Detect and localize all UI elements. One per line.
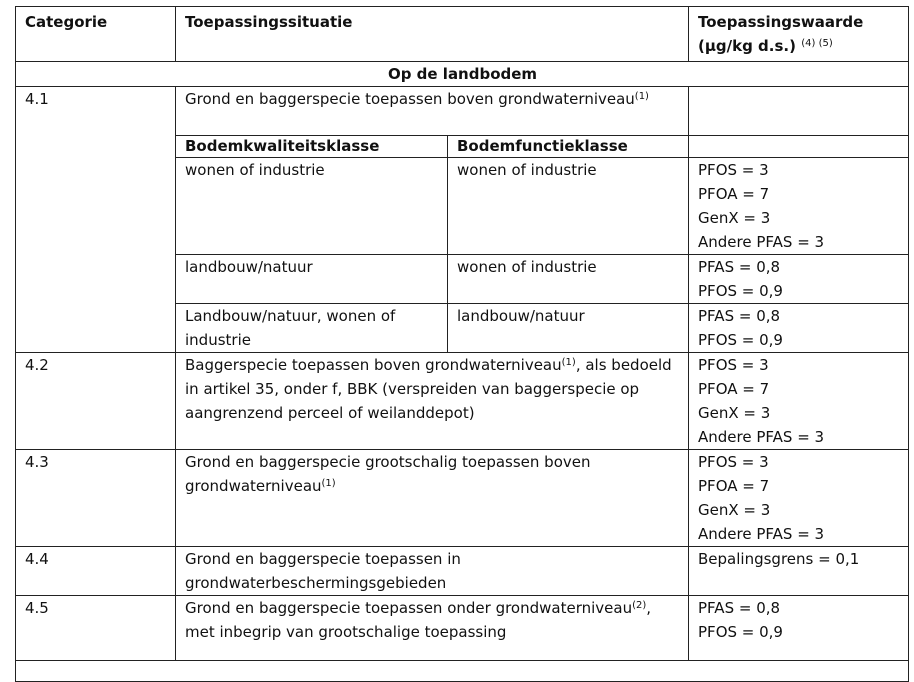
subheader-bodemfunctieklasse: Bodemfunctieklasse — [448, 136, 689, 158]
situatie-text-cont: , als bedoeld in artikel 35, onder f, BBK (verspreiden van baggerspecie op aangrenzend perceel of weilanddepot) — [185, 356, 672, 422]
situatie-cell — [176, 87, 689, 136]
situatie-cell — [176, 596, 689, 661]
waarde-cell — [689, 304, 909, 353]
value-line: PFAS = 0,8 — [698, 258, 781, 276]
value-line: PFAS = 0,8 — [698, 307, 781, 325]
footnote-ref: (1) — [634, 91, 649, 102]
table-row — [16, 87, 909, 136]
footnote-ref: (1) — [321, 478, 336, 489]
situatie-text: Baggerspecie toepassen boven grondwaterniveau — [185, 356, 562, 374]
header-toepassingssituatie: Toepassingssituatie — [176, 7, 689, 62]
situatie-cell — [176, 353, 689, 450]
waarde-cell — [689, 353, 909, 450]
cut-off-row — [16, 661, 909, 682]
table-row-cut — [16, 661, 909, 682]
value-line: PFOS = 3 — [698, 453, 769, 471]
kwaliteit-cell: landbouw/natuur — [176, 255, 448, 304]
section-title: Op de landbodem — [16, 62, 909, 87]
value-line: Bepalingsgrens = 0,1 — [698, 550, 860, 568]
table-row — [16, 353, 909, 450]
situatie-text: Grond en baggerspecie toepassen boven grondwaterniveau — [185, 90, 635, 108]
categorie-cell: 4.1 — [16, 87, 176, 353]
header-waarde-title: Toepassingswaarde — [698, 13, 864, 31]
value-line: PFOA = 7 — [698, 380, 770, 398]
kwaliteit-cell: wonen of industrie — [176, 158, 448, 255]
table-row — [16, 596, 909, 661]
value-line: GenX = 3 — [698, 209, 771, 227]
value-line: GenX = 3 — [698, 501, 771, 519]
header-waarde-footnotes: (4) (5) — [801, 38, 833, 49]
value-line: PFOS = 0,9 — [698, 282, 783, 300]
situatie-text-cont: , met inbegrip van grootschalige toepassing — [185, 599, 652, 641]
waarde-cell — [689, 158, 909, 255]
waarde-cell-empty — [689, 87, 909, 136]
waarde-cell — [689, 547, 909, 596]
table-row — [16, 547, 909, 596]
value-line: GenX = 3 — [698, 404, 771, 422]
categorie-cell: 4.5 — [16, 596, 176, 661]
footnote-ref: (2) — [632, 600, 647, 611]
value-line: Andere PFAS = 3 — [698, 233, 825, 251]
categorie-cell: 4.2 — [16, 353, 176, 450]
value-line: PFOS = 0,9 — [698, 331, 783, 349]
table-header-row — [16, 7, 909, 62]
header-waarde-unit: (µg/kg d.s.) — [698, 37, 796, 55]
section-row — [16, 62, 909, 87]
value-line: PFOS = 3 — [698, 356, 769, 374]
pfas-values-table — [15, 6, 909, 682]
waarde-cell — [689, 596, 909, 661]
categorie-cell: 4.3 — [16, 450, 176, 547]
subheader-waarde-empty — [689, 136, 909, 158]
table-row — [16, 450, 909, 547]
kwaliteit-cell: Landbouw/natuur, wonen of industrie — [176, 304, 448, 353]
situatie-cell: Grond en baggerspecie toepassen in grondwaterbeschermingsgebieden — [176, 547, 689, 596]
situatie-text: Grond en baggerspecie toepassen onder grondwaterniveau — [185, 599, 633, 617]
waarde-cell — [689, 255, 909, 304]
functie-cell: landbouw/natuur — [448, 304, 689, 353]
value-line: PFOA = 7 — [698, 185, 770, 203]
value-line: PFAS = 0,8 — [698, 599, 781, 617]
situatie-cell — [176, 450, 689, 547]
functie-cell: wonen of industrie — [448, 255, 689, 304]
header-categorie: Categorie — [16, 7, 176, 62]
categorie-cell: 4.4 — [16, 547, 176, 596]
footnote-ref: (1) — [561, 357, 576, 368]
functie-cell: wonen of industrie — [448, 158, 689, 255]
value-line: Andere PFAS = 3 — [698, 525, 825, 543]
value-line: PFOA = 7 — [698, 477, 770, 495]
subheader-bodemkwaliteitsklasse: Bodemkwaliteitsklasse — [176, 136, 448, 158]
value-line: PFOS = 0,9 — [698, 623, 783, 641]
situatie-text: Grond en baggerspecie grootschalig toepassen boven grondwaterniveau — [185, 453, 591, 495]
header-toepassingswaarde — [689, 7, 909, 62]
value-line: Andere PFAS = 3 — [698, 428, 825, 446]
waarde-cell — [689, 450, 909, 547]
value-line: PFOS = 3 — [698, 161, 769, 179]
